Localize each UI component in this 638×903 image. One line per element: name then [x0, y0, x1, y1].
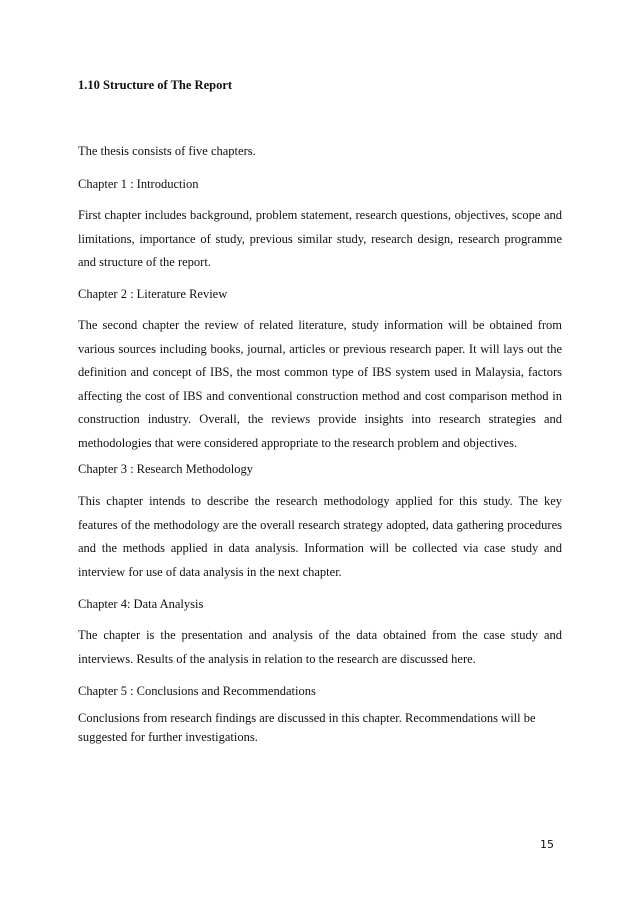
chapter-3-title: Chapter 3 : Research Methodology — [78, 462, 253, 476]
chapter-1-text: First chapter includes background, problem statement, research questions, objectives, scope and limitations, importance of study, previous similar study, research design, research programme and structure of the report. — [78, 208, 562, 269]
section-heading: 1.10 Structure of The Report — [78, 78, 233, 92]
chapter-3-text: This chapter intends to describe the research methodology applied for this study. The key features of the methodology are the overall research strategy adopted, data gathering procedures and the methods applied in data analysis. Information will be collected via case study and interview for use of data analysis in the next chapter. — [78, 494, 562, 579]
chapter-5-title: Chapter 5 : Conclusions and Recommendations — [78, 684, 316, 698]
chapter-5-text: Conclusions from research findings are discussed in this chapter. Recommendations will be suggested for further investigations. — [78, 711, 536, 744]
chapter-4-text: The chapter is the presentation and analysis of the data obtained from the case study and interviews. Results of the analysis in relation to the research are discussed here. — [78, 628, 562, 666]
chapter-4-title: Chapter 4: Data Analysis — [78, 597, 204, 611]
chapter-2-title: Chapter 2 : Literature Review — [78, 287, 228, 301]
intro-text: The thesis consists of five chapters. — [78, 144, 256, 158]
chapter-1-title: Chapter 1 : Introduction — [78, 177, 199, 191]
page-number: 15 — [540, 838, 554, 851]
chapter-2-text: The second chapter the review of related literature, study information will be obtained from various sources including books, journal, articles or previous research paper. It will lays out the definition and concept of IBS, the most common type of IBS system used in Malaysia, factors affecting the cost of IBS and conventional construction method and cost comparison method in construction industry. Overall, the reviews provide insights into research strategies and methodologies that were considered appropriate to the research problem and objectives. — [78, 318, 562, 450]
